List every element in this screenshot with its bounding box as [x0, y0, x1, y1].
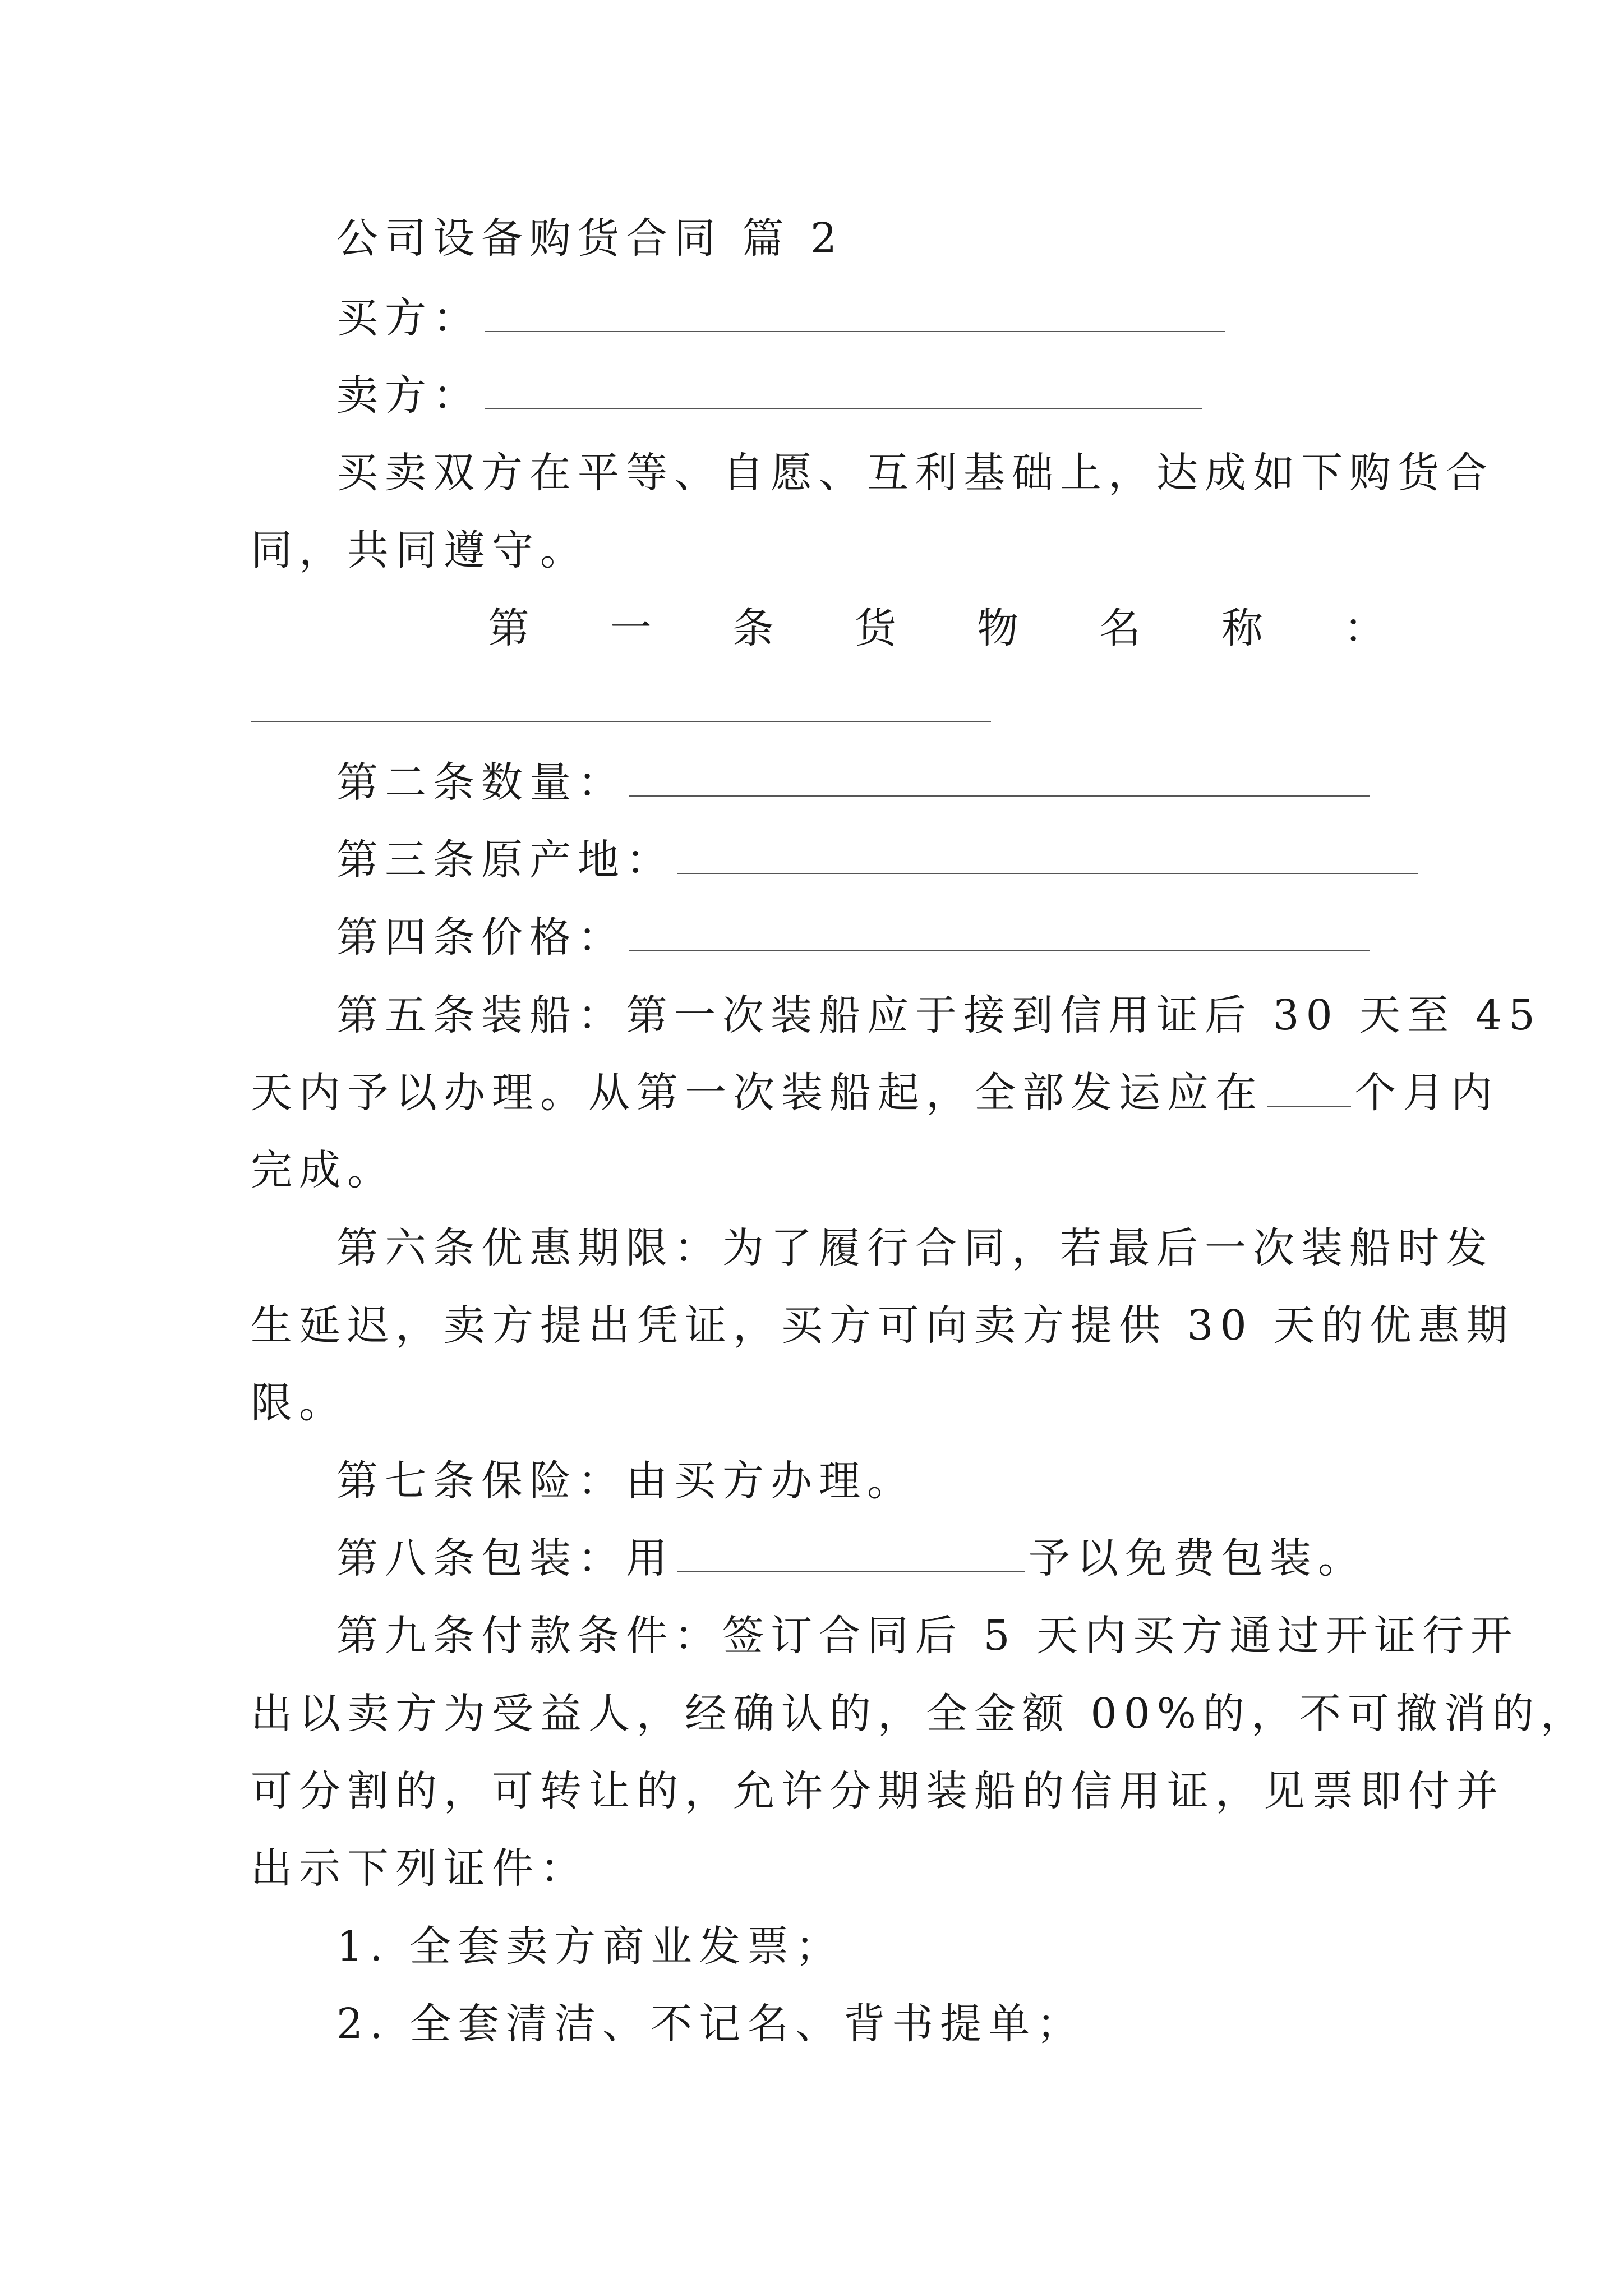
- buyer-blank: [485, 303, 1225, 332]
- article-2-line: [336, 758, 1373, 807]
- buyer-label: 买方：: [336, 294, 481, 342]
- article-4-line: [336, 913, 1373, 961]
- article-1-char: 称: [1221, 604, 1263, 652]
- article-1-char: ：: [1344, 604, 1385, 652]
- article-5-text-a: 天内予以办理。从第一次装船起，全部发运应在: [251, 1069, 1264, 1117]
- buyer-line: [336, 294, 1228, 342]
- seller-blank: [485, 380, 1202, 409]
- seller-label: 卖方：: [336, 371, 481, 420]
- article-8-text-b: 予以免费包装。: [1029, 1534, 1366, 1582]
- document-item-2: 2. 全套清洁、不记名、背书提单；: [336, 2000, 1085, 2048]
- seller-line: [336, 371, 1206, 420]
- article-8-blank: [677, 1543, 1025, 1572]
- intro-line-1: 买卖双方在平等、自愿、互利基础上，达成如下购货合: [336, 449, 1494, 497]
- article-1-char: 货: [855, 604, 896, 652]
- article-3-line: [336, 836, 1421, 884]
- article-2-blank: [629, 767, 1370, 797]
- article-5-text-b: 个月内: [1354, 1069, 1499, 1117]
- article-2-label: 第二条数量：: [336, 758, 626, 807]
- article-1-char: 一: [610, 604, 652, 652]
- article-6-line-1: 第六条优惠期限：为了履行合同，若最后一次装船时发: [336, 1224, 1494, 1272]
- article-8-line: [336, 1534, 1366, 1582]
- article-5-line-2: [251, 1069, 1499, 1117]
- article-1-char: 第: [488, 604, 529, 652]
- article-5-line-1: 第五条装船：第一次装船应于接到信用证后 30 天至 45: [336, 991, 1542, 1039]
- intro-line-2: 同，共同遵守。: [251, 526, 588, 574]
- article-6-line-3: 限。: [251, 1379, 347, 1427]
- article-7-line: 第七条保险：由买方办理。: [336, 1457, 915, 1505]
- article-9-line-3: 可分割的，可转让的，允许分期装船的信用证，见票即付并: [251, 1767, 1505, 1815]
- document-title: 公司设备购货合同 篇 2: [336, 214, 844, 263]
- article-1-char: 名: [1099, 604, 1141, 652]
- article-5-months-blank: [1267, 1078, 1351, 1107]
- article-9-line-4: 出示下列证件：: [251, 1844, 588, 1893]
- article-1-char: 物: [977, 604, 1018, 652]
- article-1-heading: [488, 604, 1385, 652]
- article-1-blank: [251, 720, 991, 722]
- article-3-label: 第三条原产地：: [336, 836, 674, 884]
- article-9-line-2: 出以卖方为受益人，经确认的，全金额 00%的，不可撤消的，: [251, 1690, 1589, 1738]
- article-4-blank: [629, 922, 1370, 951]
- article-5-line-3: 完成。: [251, 1146, 395, 1194]
- article-1-char: 条: [732, 604, 774, 652]
- article-9-line-1: 第九条付款条件：签订合同后 5 天内买方通过开证行开: [336, 1612, 1519, 1660]
- article-4-label: 第四条价格：: [336, 913, 626, 961]
- document-item-1: 1. 全套卖方商业发票；: [336, 1922, 844, 1971]
- article-8-text-a: 第八条包装：用: [336, 1534, 674, 1582]
- article-3-blank: [677, 845, 1418, 874]
- article-6-line-2: 生延迟，卖方提出凭证，买方可向卖方提供 30 天的优惠期: [251, 1301, 1515, 1350]
